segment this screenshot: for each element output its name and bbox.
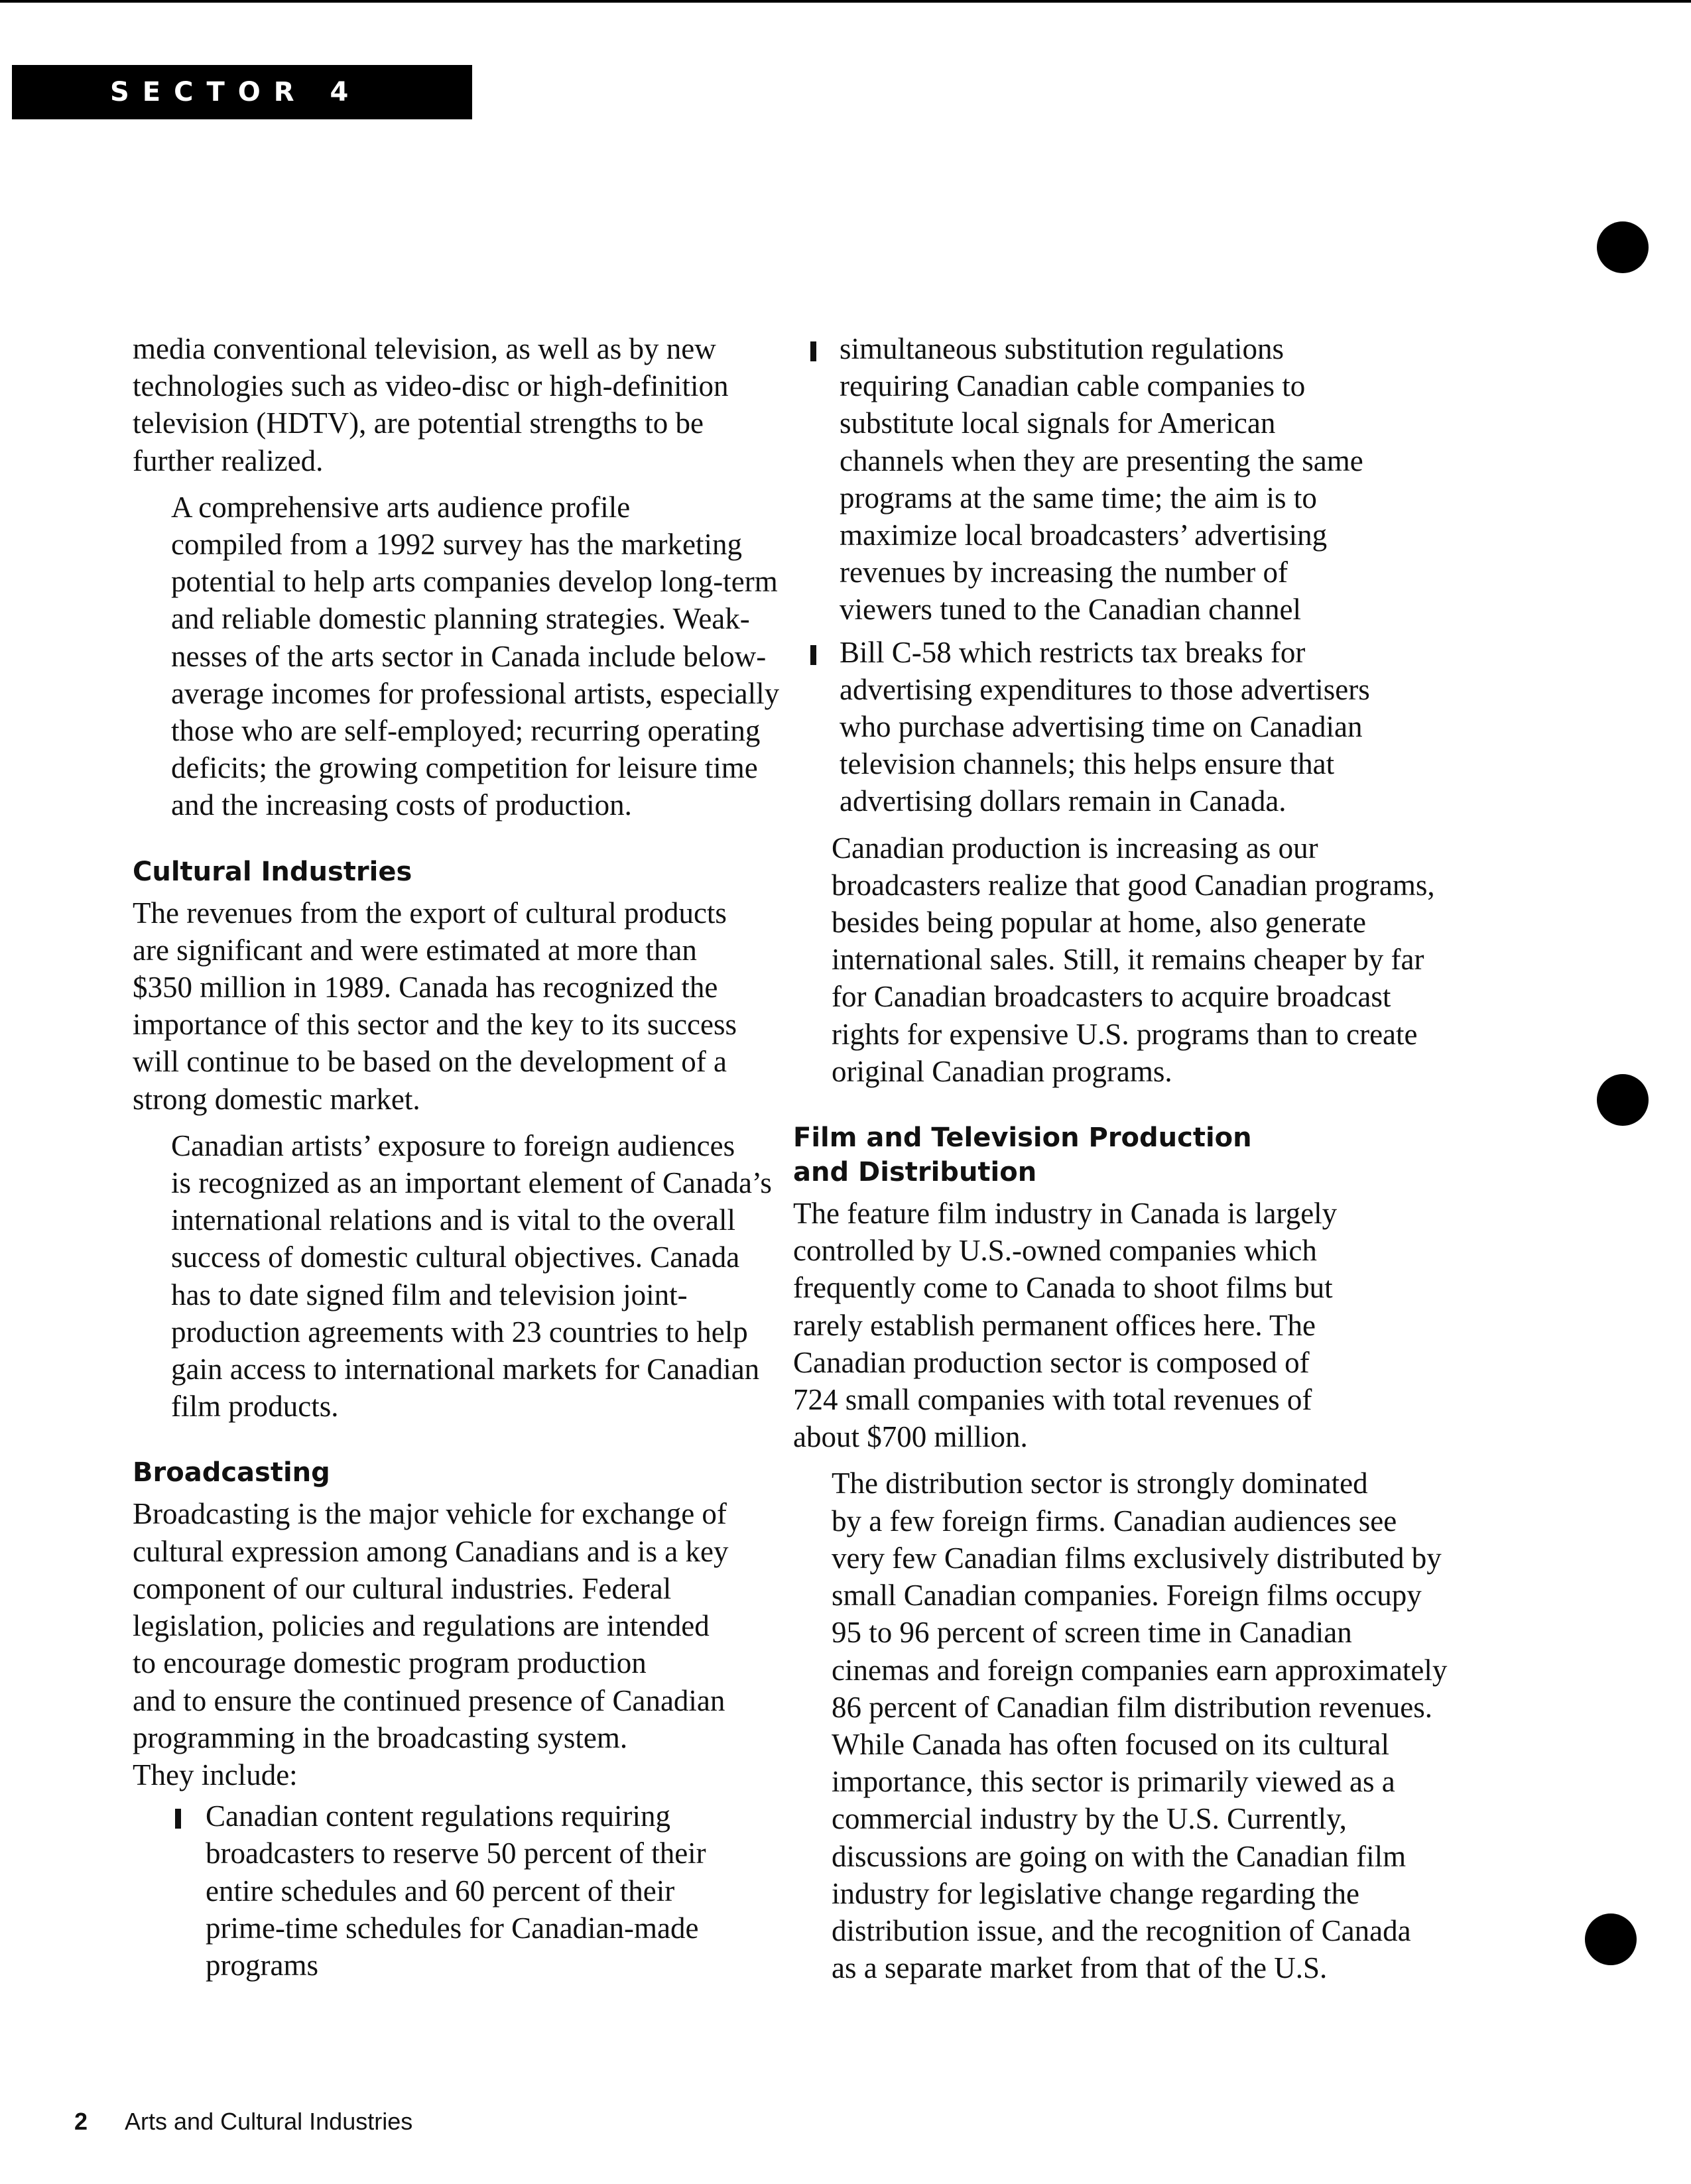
text-line: who purchase advertising time on Canadian	[840, 710, 1363, 744]
text-line: Canadian content regulations requiring	[206, 1799, 671, 1833]
bullet-mark	[810, 645, 816, 665]
text-line: film products.	[171, 1390, 339, 1424]
text-line: 86 percent of Canadian film distribution revenues.	[832, 1690, 1432, 1724]
text-line: deficits; the growing competition for leisure time	[171, 751, 758, 785]
punch-hole-bottom	[1585, 1913, 1637, 1965]
text-line: small Canadian companies. Foreign films occupy	[832, 1579, 1422, 1612]
text-line: for Canadian broadcasters to acquire broadcast	[832, 980, 1391, 1014]
text-line: media conventional television, as well as by new	[133, 332, 716, 365]
punch-hole-top	[1597, 221, 1649, 273]
bullet-mark	[175, 1809, 181, 1829]
heading-cultural-industries: Cultural Industries	[133, 856, 412, 887]
text-line: advertising expenditures to those advertisers	[840, 672, 1370, 706]
paragraph-feature-film	[793, 1195, 1410, 1455]
text-line: programming in the broadcasting system.	[133, 1721, 628, 1754]
text-line: legislation, policies and regulations are intended	[133, 1609, 710, 1643]
heading-line: and Distribution	[793, 1157, 1037, 1188]
text-line: strong domestic market.	[133, 1082, 420, 1116]
text-line: discussions are going on with the Canadian film	[832, 1839, 1407, 1873]
text-line: channels when they are presenting the same	[840, 444, 1363, 477]
paragraph-distribution-sector	[793, 1465, 1448, 1986]
text-line: importance of this sector and the key to its success	[133, 1008, 737, 1042]
text-line: besides being popular at home, also generate	[832, 906, 1366, 940]
publication-title: Arts and Cultural Industries	[125, 2108, 413, 2135]
text-line: are significant and were estimated at more than	[133, 933, 697, 967]
text-line: broadcasters realize that good Canadian programs,	[832, 868, 1435, 902]
text-line: 95 to 96 percent of screen time in Canadian	[832, 1616, 1352, 1650]
text-line: broadcasters to reserve 50 percent of their	[206, 1837, 706, 1870]
text-line: and to ensure the continued presence of Canadian	[133, 1683, 725, 1717]
top-border-rule	[0, 0, 1691, 3]
heading-line: Film and Television Production	[793, 1122, 1252, 1154]
text-line: The feature film industry in Canada is largely	[793, 1197, 1338, 1231]
sector-label: SECTOR 4	[12, 65, 472, 119]
right-column	[793, 330, 1448, 1986]
text-line: prime-time schedules for Canadian-made	[206, 1911, 699, 1945]
text-line: industry for legislative change regarding the	[832, 1876, 1359, 1910]
bullet-list-left	[133, 1797, 749, 1984]
text-line: programs	[206, 1948, 318, 1982]
text-line: 724 small companies with total revenues of	[793, 1383, 1312, 1417]
text-line: revenues by increasing the number of	[840, 556, 1288, 589]
text-line: importance, this sector is primarily viewed as a	[832, 1765, 1395, 1799]
list-item-simultaneous-substitution	[760, 330, 1410, 629]
text-line: average incomes for professional artists, especially	[171, 676, 780, 710]
page-number: 2	[74, 2108, 88, 2135]
page-footer	[74, 2106, 412, 2138]
text-line: very few Canadian films exclusively distributed by	[832, 1541, 1442, 1575]
text-line: Canadian artists’ exposure to foreign audiences	[171, 1128, 735, 1162]
bullet-list-right	[793, 330, 1410, 820]
text-line: maximize local broadcasters’ advertising	[840, 518, 1328, 552]
text-line: controlled by U.S.-owned companies which	[793, 1234, 1317, 1268]
text-line: production agreements with 23 countries to help	[171, 1315, 748, 1349]
text-line: programs at the same time; the aim is to	[840, 481, 1317, 515]
text-line: simultaneous substitution regulations	[840, 332, 1284, 365]
text-line: success of domestic cultural objectives. Canada	[171, 1241, 740, 1274]
paragraph-broadcasting	[133, 1495, 749, 1793]
text-line: Broadcasting is the major vehicle for exchange of	[133, 1497, 727, 1531]
text-line: by a few foreign firms. Canadian audiences see	[832, 1504, 1397, 1538]
text-line: technologies such as video-disc or high-definition	[133, 369, 729, 403]
text-line: The revenues from the export of cultural products	[133, 896, 727, 930]
text-line: The distribution sector is strongly dominated	[832, 1467, 1368, 1500]
text-line: A comprehensive arts audience profile	[171, 490, 631, 524]
text-line: requiring Canadian cable companies to	[840, 369, 1306, 403]
paragraph-canadian-production	[793, 829, 1435, 1090]
text-line: about $700 million.	[793, 1420, 1028, 1454]
text-line: will continue to be based on the development of a	[133, 1045, 727, 1079]
text-line: Canadian production sector is composed of	[793, 1345, 1310, 1379]
text-line: nesses of the arts sector in Canada include below-	[171, 639, 767, 673]
text-line: Bill C-58 which restricts tax breaks for	[840, 635, 1306, 669]
text-line: is recognized as an important element of Canada’s	[171, 1166, 772, 1200]
paragraph-hdtv	[133, 330, 749, 479]
text-line: entire schedules and 60 percent of their	[206, 1874, 675, 1908]
paragraph-export-revenues	[133, 894, 749, 1118]
text-line: While Canada has often focused on its cultural	[832, 1727, 1389, 1761]
paragraph-foreign-audiences	[133, 1127, 772, 1426]
text-line: frequently come to Canada to shoot films but	[793, 1271, 1333, 1305]
text-line: has to date signed film and television joint-	[171, 1278, 688, 1311]
text-line: original Canadian programs.	[832, 1054, 1172, 1088]
text-line: television channels; this helps ensure that	[840, 747, 1335, 781]
text-line: those who are self-employed; recurring operating	[171, 714, 761, 748]
text-line: commercial industry by the U.S. Currently,	[832, 1802, 1347, 1836]
text-line: and the increasing costs of production.	[171, 788, 632, 822]
heading-film-television	[793, 1121, 1410, 1189]
text-line: They include:	[133, 1758, 298, 1791]
text-line: component of our cultural industries. Federal	[133, 1571, 672, 1605]
text-line: as a separate market from that of the U.S.	[832, 1951, 1328, 1985]
text-line: viewers tuned to the Canadian channel	[840, 593, 1302, 627]
text-line: substitute local signals for American	[840, 406, 1276, 440]
text-line: rarely establish permanent offices here. The	[793, 1308, 1316, 1342]
heading-broadcasting: Broadcasting	[133, 1457, 330, 1488]
text-line: advertising dollars remain in Canada.	[840, 784, 1286, 818]
text-line: Canadian production is increasing as our	[832, 831, 1318, 865]
text-line: international relations and is vital to the overall	[171, 1203, 736, 1237]
text-line: distribution issue, and the recognition of Canada	[832, 1913, 1411, 1947]
list-item-content-regulations	[133, 1797, 749, 1984]
text-line: $350 million in 1989. Canada has recognized the	[133, 971, 718, 1004]
punch-hole-middle	[1597, 1074, 1649, 1126]
text-line: to encourage domestic program production	[133, 1646, 647, 1680]
text-line: cultural expression among Canadians and is a key	[133, 1534, 729, 1568]
text-line: television (HDTV), are potential strengths to be	[133, 406, 704, 440]
list-item-bill-c58	[760, 634, 1410, 820]
text-line: gain access to international markets for Canadian	[171, 1353, 760, 1386]
text-line: cinemas and foreign companies earn approximately	[832, 1653, 1448, 1687]
text-line: potential to help arts companies develop long-term	[171, 565, 778, 599]
bullet-mark	[810, 341, 816, 361]
text-line: international sales. Still, it remains cheaper by far	[832, 943, 1424, 977]
text-line: rights for expensive U.S. programs than to create	[832, 1017, 1418, 1051]
paragraph-audience-profile	[133, 489, 780, 824]
text-line: and reliable domestic planning strategies. Weak-	[171, 602, 750, 636]
left-column	[133, 330, 780, 1989]
text-line: further realized.	[133, 444, 324, 477]
text-line: compiled from a 1992 survey has the marketing	[171, 528, 743, 562]
